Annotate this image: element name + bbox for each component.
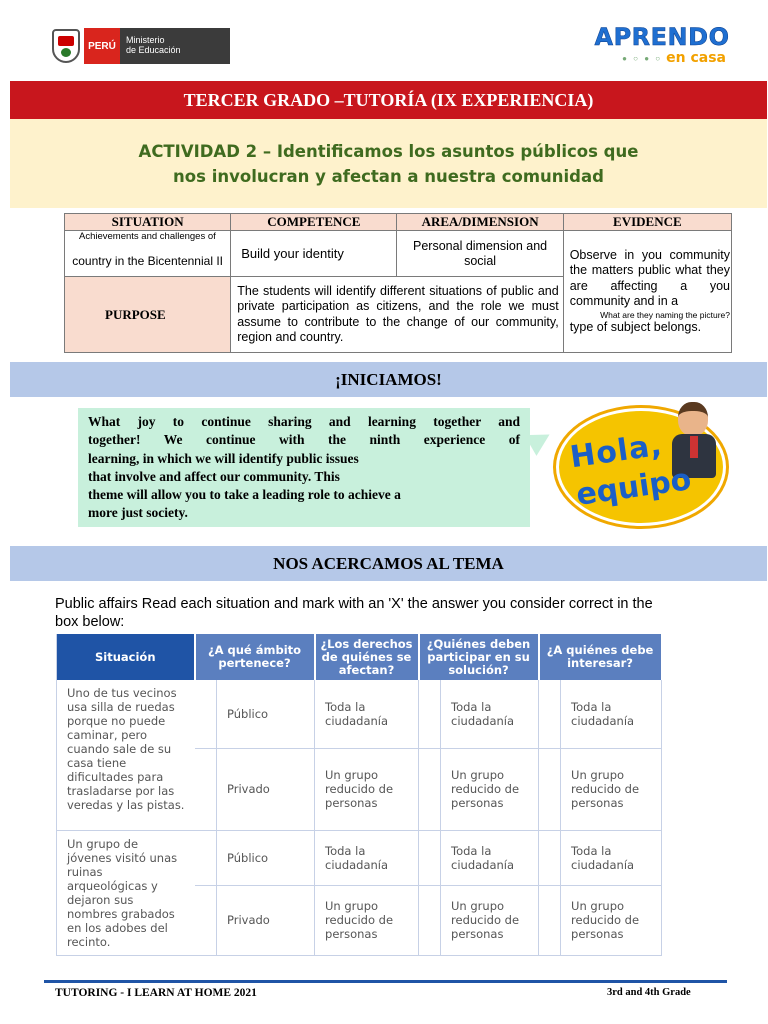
situation-small-text: Achievements and challenges of [79, 231, 216, 242]
answer-checkbox[interactable] [419, 748, 441, 830]
situation-2-text: Un grupo de jóvenes visitó unas ruinas arqueológicas y dejaron sus nombres grabados en los adobes del recinto. [57, 830, 195, 955]
option-grupo-reducido: Un grupo reducido de personas [561, 885, 662, 955]
footer-divider [44, 980, 727, 983]
instruction-text: Public affairs Read each situation and mark with an 'X' the answer you consider correct in the box below: [55, 596, 653, 630]
situation-main-text: country in the Bicentennial II [72, 253, 223, 268]
section-topic: NOS ACERCAMOS AL TEMA [10, 546, 767, 581]
option-toda-ciudadania: Toda la ciudadanía [441, 830, 539, 885]
answer-checkbox[interactable] [195, 885, 217, 955]
situation-1-text: Uno de tus vecinos usa silla de ruedas porque no puede caminar, pero cuando sale de su casa tiene dificultades para trasladarse por las veredas y las pistas. [57, 680, 195, 830]
answer-checkbox[interactable] [195, 680, 217, 748]
header-situation: SITUATION [65, 214, 231, 231]
answer-checkbox[interactable] [195, 830, 217, 885]
purpose-label: PURPOSE [65, 277, 231, 353]
survey-header-participar: ¿Quiénes deben participar en su solución? [419, 634, 539, 680]
bubble-line: learning, in which we will identify public issues [88, 450, 359, 466]
survey-header-derechos: ¿Los derechos de quiénes se afectan? [315, 634, 419, 680]
grade-banner: TERCER GRADO –TUTORÍA (IX EXPERIENCIA) [10, 81, 767, 119]
option-toda-ciudadania: Toda la ciudadanía [561, 830, 662, 885]
area-cell: Personal dimension and social [397, 231, 563, 277]
hola-equipo-badge [556, 398, 734, 534]
option-grupo-reducido: Un grupo reducido de personas [561, 748, 662, 830]
answer-checkbox[interactable] [539, 830, 561, 885]
peru-label: PERÚ [84, 28, 120, 64]
activity-header [10, 119, 767, 208]
minedu-logo [52, 28, 230, 64]
answer-checkbox[interactable] [539, 885, 561, 955]
option-toda-ciudadania: Toda la ciudadanía [315, 830, 419, 885]
speech-bubble [78, 408, 530, 527]
footer-left-text: TUTORING - I LEARN AT HOME 2021 [55, 987, 257, 999]
option-publico: Público [217, 830, 315, 885]
program-subtitle: en casa [666, 50, 726, 66]
purpose-text: The students will identify different situations of public and private participation as citizens, and the role we must assume to contribute to the change of our community, region and country. [231, 277, 563, 353]
option-privado: Privado [217, 885, 315, 955]
option-publico: Público [217, 680, 315, 748]
section-iniciamos: ¡INICIAMOS! [10, 362, 767, 397]
option-grupo-reducido: Un grupo reducido de personas [315, 748, 419, 830]
evidence-text-a: Observe in you community the matters public what they are affecting a you community and in a [569, 247, 730, 309]
peru-shield-icon [52, 29, 80, 63]
answer-checkbox[interactable] [419, 830, 441, 885]
decorative-dots: ● ○ ● ○ [622, 53, 663, 63]
answer-checkbox[interactable] [419, 885, 441, 955]
header-area: AREA/DIMENSION [397, 214, 563, 231]
header-competence: COMPETENCE [231, 214, 397, 231]
evidence-cell [563, 231, 731, 353]
option-grupo-reducido: Un grupo reducido de personas [441, 885, 539, 955]
survey-header-interesar: ¿A quiénes debe interesar? [539, 634, 662, 680]
survey-table [56, 634, 661, 952]
program-title: APRENDO [594, 23, 730, 51]
footer-right-text: 3rd and 4th Grade [607, 987, 691, 998]
answer-checkbox[interactable] [419, 680, 441, 748]
option-grupo-reducido: Un grupo reducido de personas [315, 885, 419, 955]
situation-cell [65, 231, 231, 277]
aprendo-en-casa-logo [592, 24, 732, 70]
option-privado: Privado [217, 748, 315, 830]
answer-checkbox[interactable] [539, 748, 561, 830]
option-toda-ciudadania: Toda la ciudadanía [315, 680, 419, 748]
bubble-line: that involve and affect our community. This [88, 468, 340, 484]
competence-cell: Build your identity [231, 231, 397, 277]
option-toda-ciudadania: Toda la ciudadanía [561, 680, 662, 748]
bubble-line: more just society. [88, 505, 188, 521]
answer-checkbox[interactable] [195, 748, 217, 830]
option-grupo-reducido: Un grupo reducido de personas [441, 748, 539, 830]
ministry-label: Ministerio de Educación [120, 28, 230, 64]
option-toda-ciudadania: Toda la ciudadanía [441, 680, 539, 748]
survey-header-ambito: ¿A qué ámbito pertenece? [195, 634, 315, 680]
badge-line1: Hola, [568, 427, 665, 476]
bubble-line: together! We continue with the ninth experience of [88, 432, 520, 448]
bubble-line: What joy to continue sharing and learning together and [88, 414, 520, 429]
activity-title: ACTIVIDAD 2 – Identificamos los asuntos públicos que nos involucran y afectan a nuestra comunidad [138, 141, 639, 186]
evidence-small-text: What are they naming the picture? [600, 309, 730, 320]
evidence-text-b: type of subject belongs. [569, 319, 702, 334]
bubble-line: theme will allow you to take a leading role to achieve a [88, 487, 401, 503]
answer-checkbox[interactable] [539, 680, 561, 748]
survey-header-situacion: Situación [57, 634, 195, 680]
badge-line2: equipo [574, 462, 694, 513]
situation-table [64, 213, 732, 353]
header-evidence: EVIDENCE [563, 214, 731, 231]
